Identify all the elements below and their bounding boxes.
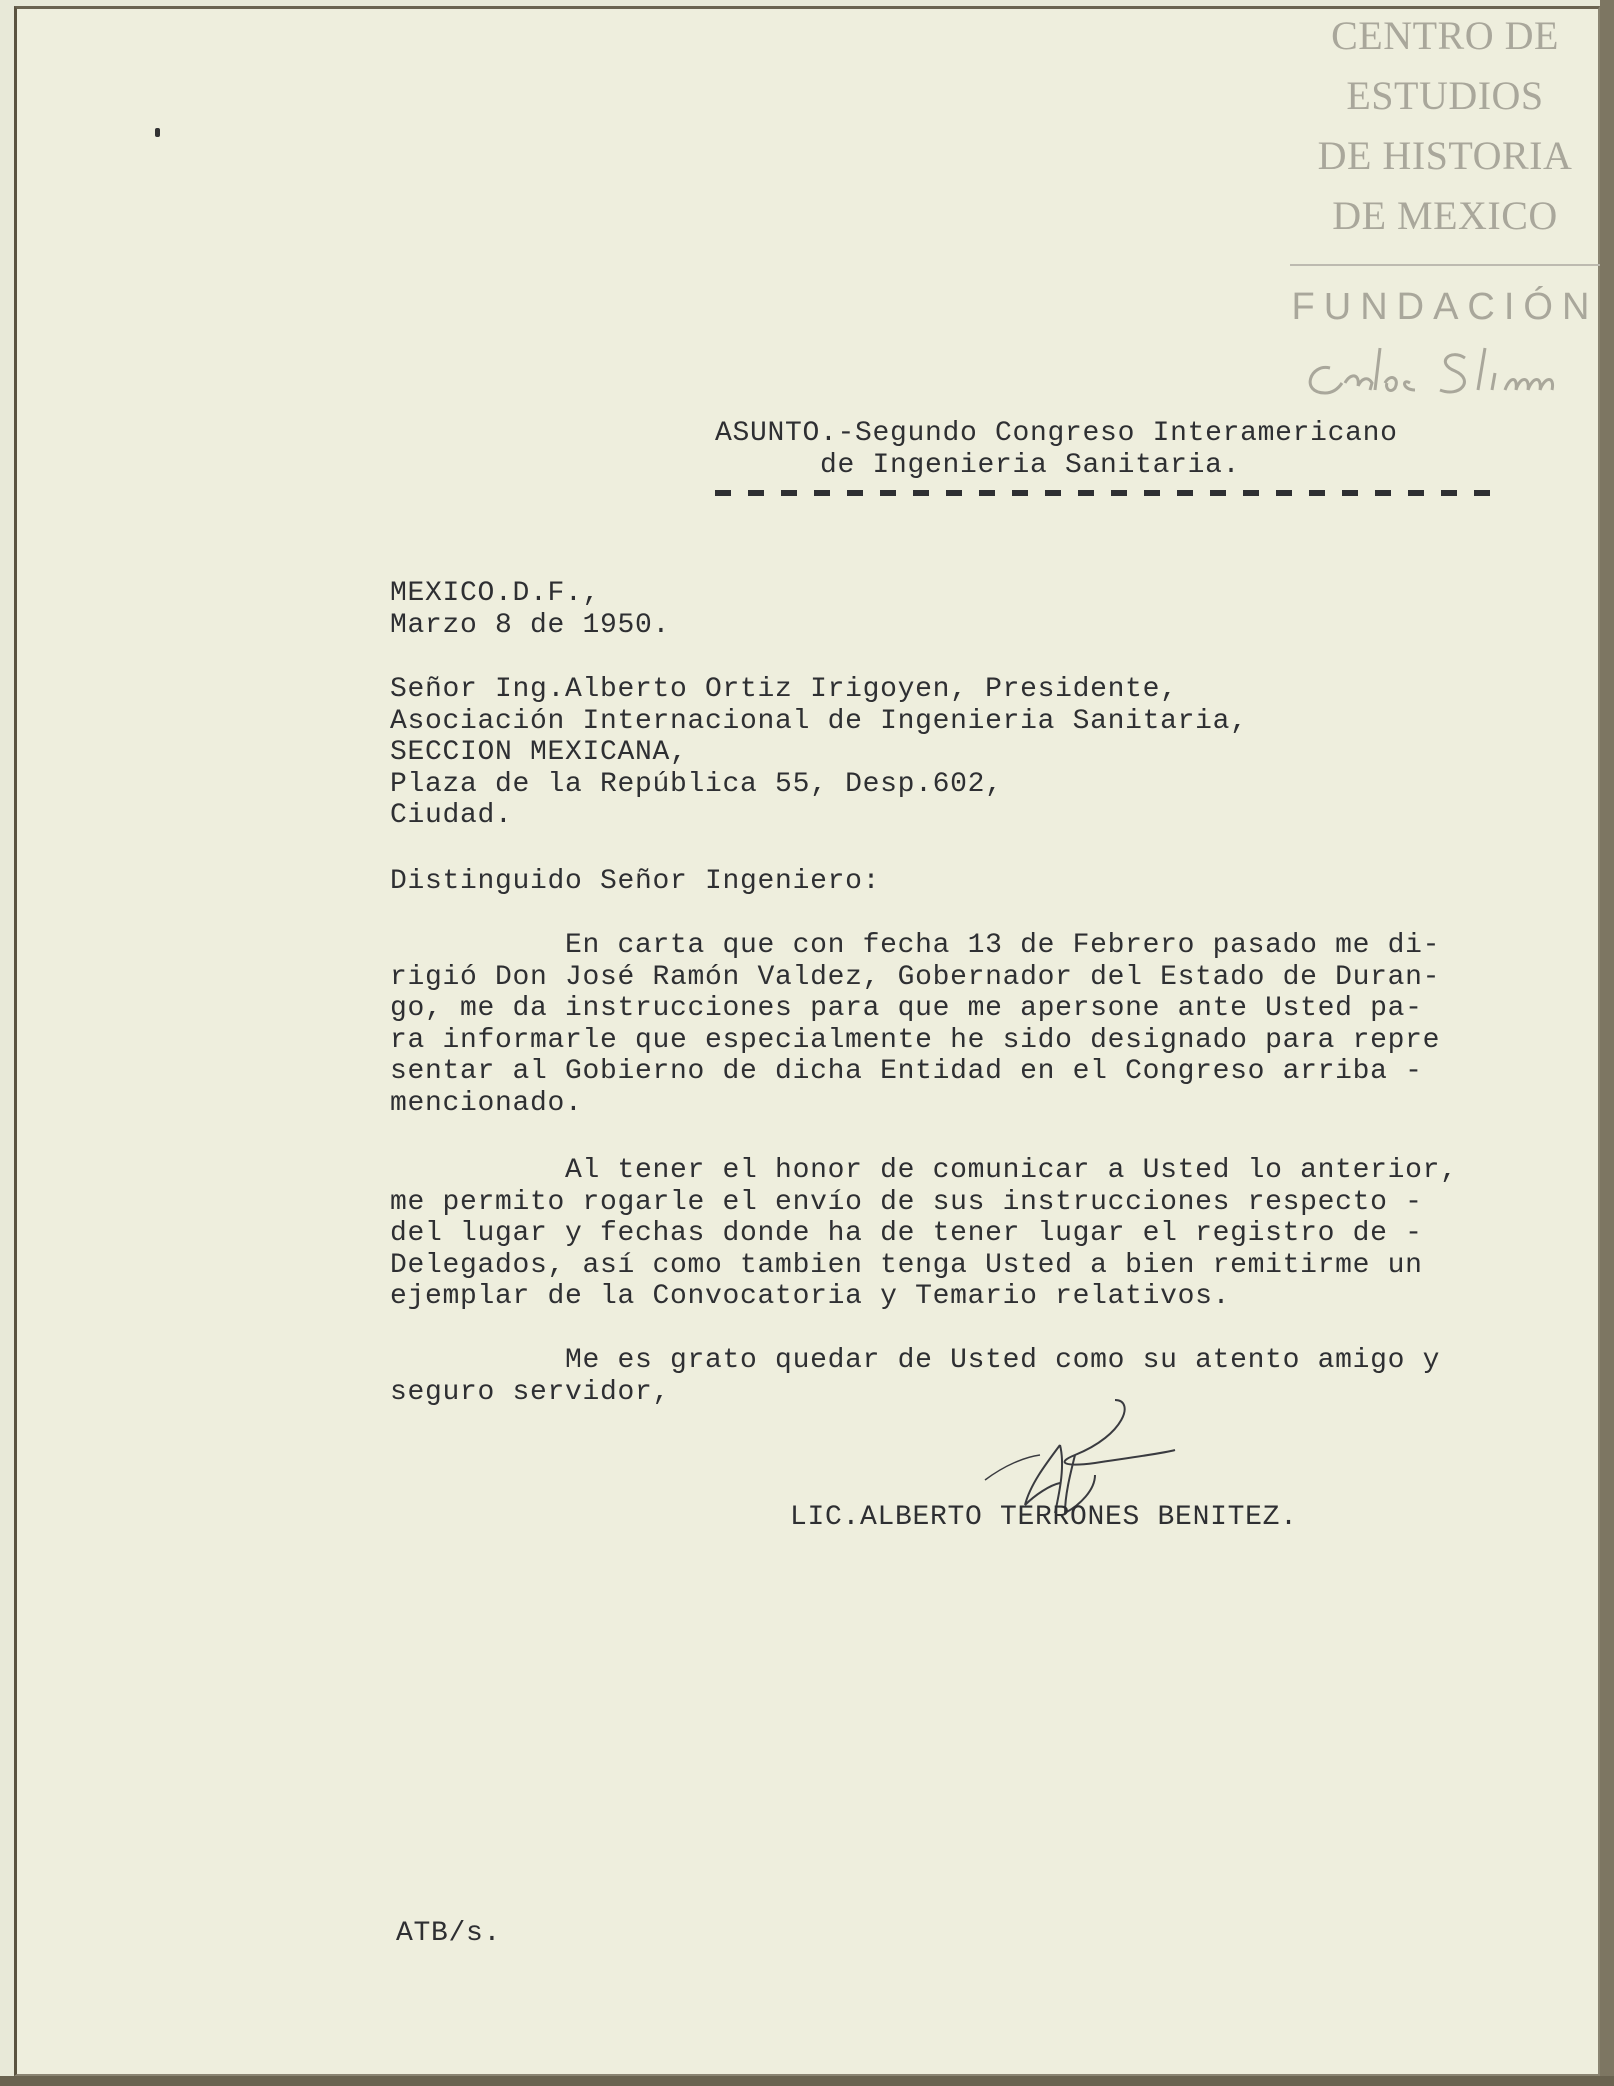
letter-recipient: Señor Ing.Alberto Ortiz Irigoyen, Presidente, Asociación Internacional de Ingenieria Sanitaria, SECCION MEXICANA, Plaza de la República 55, Desp.602, Ciudad. <box>390 674 1248 832</box>
archive-watermark <box>1290 6 1600 413</box>
letter-paragraph-2: Al tener el honor de comunicar a Usted lo anterior, me permito rogarle el envío de sus instrucciones respecto - del lugar y fechas donde ha de tener lugar el registro de - Delegados, así como tambien tenga Usted a bien remitirme un ejemplar de la Convocatoria y Temario relativos. <box>390 1155 1458 1313</box>
letter-paragraph-1: En carta que con fecha 13 de Febrero pasado me di- rigió Don José Ramón Valdez, Gobernador del Estado de Duran- go, me da instrucciones para que me apersone ante Usted pa- ra informarle que especialmente he sido designado para repre sentar al Gobierno de dicha Entidad en el Congreso arriba - mencionado. <box>390 930 1441 1119</box>
scan-edge-bottom <box>0 2076 1614 2086</box>
letter-signatory: LIC.ALBERTO TERRONES BENITEZ. <box>790 1502 1298 1533</box>
watermark-foundation: FUNDACIÓN <box>1291 286 1599 328</box>
carlos-slim-signature-logo <box>1290 338 1600 408</box>
subject-dashed-rule <box>715 490 1495 496</box>
watermark-line: DE MEXICO <box>1332 193 1558 238</box>
ink-mark <box>155 128 160 137</box>
scan-edge-right <box>1600 0 1614 2086</box>
letter-subject: ASUNTO.-Segundo Congreso Interamericano de Ingenieria Sanitaria. <box>715 418 1398 481</box>
watermark-line: DE HISTORIA <box>1317 133 1573 178</box>
watermark-line: ESTUDIOS <box>1346 73 1544 118</box>
letter-reference-initials: ATB/s. <box>396 1918 502 1949</box>
watermark-divider <box>1290 264 1600 266</box>
letter-paragraph-3: Me es grato quedar de Usted como su atento amigo y seguro servidor, <box>390 1345 1441 1408</box>
watermark-line: CENTRO DE <box>1331 13 1559 58</box>
letter-place-date: MEXICO.D.F., Marzo 8 de 1950. <box>390 578 671 641</box>
letter-salutation: Distinguido Señor Ingeniero: <box>390 866 881 897</box>
